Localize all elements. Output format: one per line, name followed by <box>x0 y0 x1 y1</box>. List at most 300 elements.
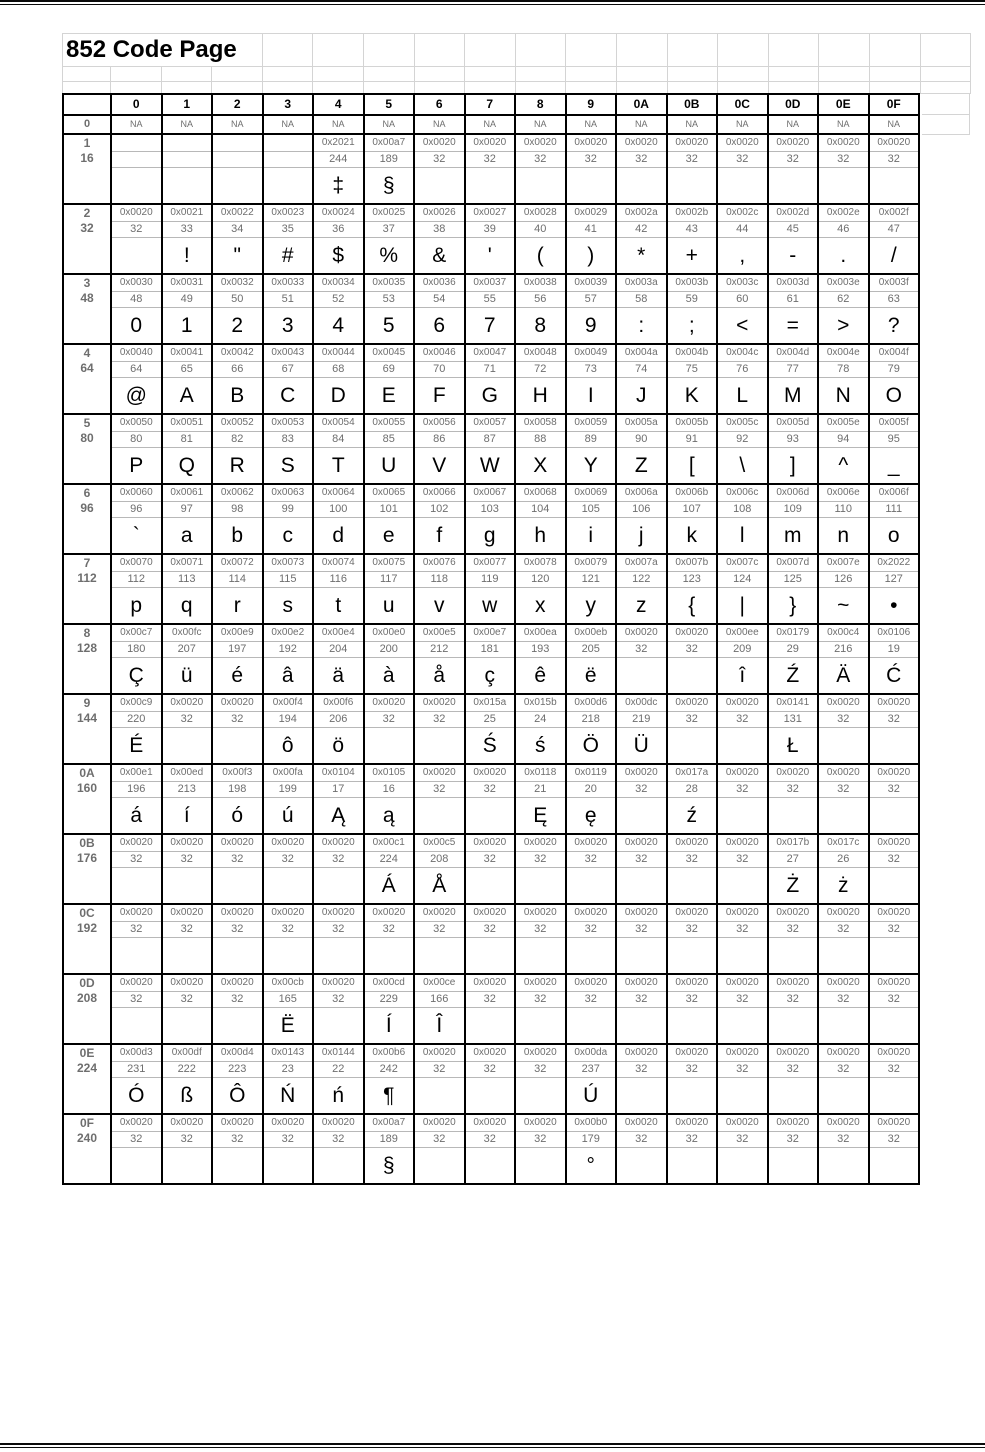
cell-hex[interactable]: 0x0020 <box>616 624 667 642</box>
cell-char[interactable] <box>313 868 364 905</box>
cell-dec[interactable]: 200 <box>364 642 415 658</box>
cell-char[interactable]: _ <box>869 448 920 485</box>
cell-hex[interactable]: 0x00c5 <box>414 834 465 852</box>
cell-char[interactable] <box>465 798 516 835</box>
cell-dec[interactable]: 121 <box>566 572 617 588</box>
cell-char[interactable]: ü <box>162 658 213 695</box>
cell-dec[interactable]: 35 <box>263 222 314 238</box>
cell-char[interactable] <box>162 1008 213 1045</box>
cell-dec[interactable]: 32 <box>515 1132 566 1148</box>
cell-char[interactable]: h <box>515 518 566 555</box>
cell-hex[interactable]: 0x0037 <box>465 274 516 292</box>
cell-dec[interactable]: 32 <box>667 852 718 868</box>
cell-hex[interactable]: 0x0036 <box>414 274 465 292</box>
cell-char[interactable]: ! <box>162 238 213 275</box>
cell-hex[interactable]: 0x0020 <box>111 834 162 852</box>
cell-char[interactable]: 9 <box>566 308 617 345</box>
cell-char[interactable]: Ô <box>212 1078 263 1115</box>
cell-char[interactable]: ą <box>364 798 415 835</box>
cell-hex[interactable]: 0x0020 <box>162 1114 213 1132</box>
cell-hex[interactable]: 0x0020 <box>515 1044 566 1062</box>
cell-dec[interactable]: 58 <box>616 292 667 308</box>
column-header[interactable]: 0 <box>111 94 162 115</box>
cell-hex[interactable]: 0x0020 <box>212 1114 263 1132</box>
cell-char[interactable]: C <box>263 378 314 415</box>
cell-char[interactable] <box>465 168 516 205</box>
cell-char[interactable] <box>414 798 465 835</box>
cell-char[interactable] <box>566 868 617 905</box>
cell-char[interactable] <box>212 1148 263 1185</box>
cell-char[interactable]: í <box>162 798 213 835</box>
cell-dec[interactable]: 38 <box>414 222 465 238</box>
cell-hex[interactable]: 0x00c1 <box>364 834 415 852</box>
cell-char[interactable]: Ż <box>768 868 819 905</box>
cell-char[interactable]: ê <box>515 658 566 695</box>
cell-hex[interactable]: 0x00d3 <box>111 1044 162 1062</box>
cell-dec[interactable]: 32 <box>515 922 566 938</box>
cell-dec[interactable]: 180 <box>111 642 162 658</box>
row-header[interactable] <box>63 764 111 834</box>
cell-hex[interactable]: 0x002c <box>717 204 768 222</box>
cell-char[interactable] <box>616 1078 667 1115</box>
cell-dec[interactable]: 120 <box>515 572 566 588</box>
cell-char[interactable] <box>414 728 465 765</box>
cell-hex[interactable]: 0x003f <box>869 274 920 292</box>
cell-char[interactable]: $ <box>313 238 364 275</box>
column-header[interactable]: 5 <box>364 94 415 115</box>
cell-hex[interactable]: 0x0020 <box>616 764 667 782</box>
cell-hex[interactable]: 0x00f4 <box>263 694 314 712</box>
cell-char[interactable] <box>869 1008 920 1045</box>
cell-dec[interactable]: 91 <box>667 432 718 448</box>
cell-hex[interactable]: 0x0047 <box>465 344 516 362</box>
cell-char[interactable]: Ç <box>111 658 162 695</box>
cell-hex[interactable]: 0x0021 <box>162 204 213 222</box>
cell-char[interactable]: Q <box>162 448 213 485</box>
cell-hex[interactable]: 0x004e <box>818 344 869 362</box>
cell-char[interactable]: P <box>111 448 162 485</box>
cell-char[interactable]: 8 <box>515 308 566 345</box>
cell-char[interactable] <box>616 1008 667 1045</box>
cell-char[interactable]: d <box>313 518 364 555</box>
cell-hex[interactable]: 0x003e <box>818 274 869 292</box>
cell-dec[interactable] <box>162 152 213 168</box>
cell-char[interactable] <box>717 868 768 905</box>
cell-dec[interactable]: 32 <box>818 992 869 1008</box>
cell-char[interactable] <box>768 938 819 975</box>
cell-hex[interactable]: 0x2022 <box>869 554 920 572</box>
cell-hex[interactable]: 0x0020 <box>162 834 213 852</box>
cell-na[interactable]: NA <box>717 115 768 134</box>
cell-char[interactable]: , <box>717 238 768 275</box>
cell-hex[interactable]: 0x0020 <box>818 134 869 152</box>
cell-char[interactable] <box>768 798 819 835</box>
cell-char[interactable] <box>667 938 718 975</box>
row-header[interactable] <box>63 204 111 274</box>
cell-hex[interactable]: 0x0020 <box>313 834 364 852</box>
cell-dec[interactable]: 32 <box>414 782 465 798</box>
cell-char[interactable] <box>414 1148 465 1185</box>
cell-char[interactable]: : <box>616 308 667 345</box>
cell-dec[interactable]: 99 <box>263 502 314 518</box>
cell-dec[interactable]: 32 <box>667 1062 718 1078</box>
cell-char[interactable] <box>263 1148 314 1185</box>
cell-dec[interactable]: 189 <box>364 1132 415 1148</box>
cell-char[interactable]: L <box>717 378 768 415</box>
cell-dec[interactable]: 32 <box>667 712 718 728</box>
cell-char[interactable]: t <box>313 588 364 625</box>
cell-char[interactable] <box>667 1008 718 1045</box>
cell-dec[interactable]: 79 <box>869 362 920 378</box>
cell-char[interactable]: R <box>212 448 263 485</box>
cell-hex[interactable]: 0x0105 <box>364 764 415 782</box>
cell-hex[interactable] <box>111 134 162 152</box>
cell-dec[interactable]: 96 <box>111 502 162 518</box>
cell-dec[interactable]: 204 <box>313 642 364 658</box>
cell-dec[interactable]: 32 <box>566 922 617 938</box>
cell-dec[interactable]: 32 <box>111 852 162 868</box>
cell-char[interactable]: ż <box>818 868 869 905</box>
cell-dec[interactable]: 20 <box>566 782 617 798</box>
cell-hex[interactable]: 0x007d <box>768 554 819 572</box>
column-header[interactable]: 9 <box>566 94 617 115</box>
cell-char[interactable]: + <box>667 238 718 275</box>
cell-dec[interactable]: 32 <box>768 1132 819 1148</box>
cell-char[interactable] <box>869 1078 920 1115</box>
cell-hex[interactable]: 0x0106 <box>869 624 920 642</box>
cell-dec[interactable]: 123 <box>667 572 718 588</box>
cell-dec[interactable]: 93 <box>768 432 819 448</box>
cell-dec[interactable]: 57 <box>566 292 617 308</box>
cell-char[interactable] <box>313 1008 364 1045</box>
cell-hex[interactable]: 0x003a <box>616 274 667 292</box>
cell-hex[interactable]: 0x0020 <box>515 974 566 992</box>
cell-hex[interactable]: 0x0020 <box>717 1044 768 1062</box>
cell-char[interactable] <box>414 938 465 975</box>
cell-hex[interactable]: 0x0052 <box>212 414 263 432</box>
cell-hex[interactable]: 0x0020 <box>818 1044 869 1062</box>
row-header[interactable] <box>63 974 111 1044</box>
cell-hex[interactable]: 0x0020 <box>869 1114 920 1132</box>
cell-dec[interactable]: 32 <box>162 852 213 868</box>
cell-dec[interactable]: 32 <box>414 1132 465 1148</box>
cell-dec[interactable]: 61 <box>768 292 819 308</box>
cell-dec[interactable]: 205 <box>566 642 617 658</box>
cell-hex[interactable]: 0x0027 <box>465 204 516 222</box>
cell-hex[interactable]: 0x0020 <box>667 834 718 852</box>
cell-dec[interactable]: 114 <box>212 572 263 588</box>
cell-char[interactable]: Ë <box>263 1008 314 1045</box>
cell-hex[interactable]: 0x0020 <box>616 904 667 922</box>
cell-dec[interactable]: 104 <box>515 502 566 518</box>
cell-char[interactable] <box>869 938 920 975</box>
cell-char[interactable] <box>818 938 869 975</box>
cell-dec[interactable]: 109 <box>768 502 819 518</box>
cell-dec[interactable]: 68 <box>313 362 364 378</box>
cell-dec[interactable]: 32 <box>667 992 718 1008</box>
cell-char[interactable]: ß <box>162 1078 213 1115</box>
cell-dec[interactable]: 113 <box>162 572 213 588</box>
cell-hex[interactable]: 0x002a <box>616 204 667 222</box>
cell-char[interactable]: J <box>616 378 667 415</box>
cell-hex[interactable]: 0x00ee <box>717 624 768 642</box>
cell-hex[interactable]: 0x00a7 <box>364 134 415 152</box>
cell-hex[interactable]: 0x0143 <box>263 1044 314 1062</box>
cell-dec[interactable]: 32 <box>566 992 617 1008</box>
cell-dec[interactable]: 220 <box>111 712 162 728</box>
cell-char[interactable]: ç <box>465 658 516 695</box>
cell-char[interactable]: ] <box>768 448 819 485</box>
column-header[interactable]: 0F <box>869 94 920 115</box>
cell-char[interactable]: y <box>566 588 617 625</box>
cell-char[interactable]: ä <box>313 658 364 695</box>
cell-hex[interactable]: 0x004a <box>616 344 667 362</box>
cell-dec[interactable]: 103 <box>465 502 516 518</box>
cell-hex[interactable]: 0x006d <box>768 484 819 502</box>
cell-hex[interactable]: 0x0144 <box>313 1044 364 1062</box>
cell-hex[interactable]: 0x0070 <box>111 554 162 572</box>
cell-char[interactable] <box>818 1078 869 1115</box>
cell-dec[interactable]: 97 <box>162 502 213 518</box>
cell-hex[interactable]: 0x00b6 <box>364 1044 415 1062</box>
cell-char[interactable] <box>869 868 920 905</box>
cell-char[interactable]: ś <box>515 728 566 765</box>
cell-char[interactable]: ó <box>212 798 263 835</box>
cell-char[interactable] <box>616 798 667 835</box>
cell-hex[interactable]: 0x0020 <box>313 1114 364 1132</box>
cell-dec[interactable]: 199 <box>263 782 314 798</box>
cell-dec[interactable]: 196 <box>111 782 162 798</box>
cell-dec[interactable]: 32 <box>162 1132 213 1148</box>
cell-dec[interactable]: 122 <box>616 572 667 588</box>
cell-char[interactable]: U <box>364 448 415 485</box>
cell-hex[interactable]: 0x007c <box>717 554 768 572</box>
cell-hex[interactable]: 0x0049 <box>566 344 617 362</box>
cell-hex[interactable]: 0x0020 <box>465 974 516 992</box>
row-header[interactable] <box>63 834 111 904</box>
cell-char[interactable]: K <box>667 378 718 415</box>
cell-hex[interactable]: 0x004d <box>768 344 819 362</box>
cell-dec[interactable]: 66 <box>212 362 263 378</box>
cell-char[interactable]: I <box>566 378 617 415</box>
cell-dec[interactable]: 32 <box>869 782 920 798</box>
cell-dec[interactable]: 26 <box>818 852 869 868</box>
cell-char[interactable]: p <box>111 588 162 625</box>
cell-char[interactable] <box>212 1008 263 1045</box>
cell-dec[interactable]: 32 <box>717 152 768 168</box>
cell-hex[interactable]: 0x0033 <box>263 274 314 292</box>
column-header[interactable]: 0E <box>818 94 869 115</box>
row-header[interactable] <box>63 274 111 344</box>
cell-char[interactable]: V <box>414 448 465 485</box>
cell-hex[interactable]: 0x0020 <box>616 1044 667 1062</box>
cell-hex[interactable]: 0x0020 <box>313 904 364 922</box>
cell-hex[interactable]: 0x0020 <box>566 134 617 152</box>
cell-dec[interactable]: 100 <box>313 502 364 518</box>
cell-char[interactable] <box>313 938 364 975</box>
cell-hex[interactable]: 0x00fa <box>263 764 314 782</box>
cell-char[interactable]: H <box>515 378 566 415</box>
cell-char[interactable] <box>212 868 263 905</box>
cell-dec[interactable]: 32 <box>717 992 768 1008</box>
cell-hex[interactable]: 0x0020 <box>768 134 819 152</box>
cell-dec[interactable]: 32 <box>465 852 516 868</box>
cell-dec[interactable]: 32 <box>768 992 819 1008</box>
cell-hex[interactable]: 0x0026 <box>414 204 465 222</box>
cell-hex[interactable]: 0x0020 <box>616 1114 667 1132</box>
cell-char[interactable]: / <box>869 238 920 275</box>
cell-hex[interactable]: 0x0020 <box>162 694 213 712</box>
cell-dec[interactable]: 32 <box>717 922 768 938</box>
cell-dec[interactable]: 32 <box>515 992 566 1008</box>
cell-char[interactable] <box>818 168 869 205</box>
cell-char[interactable]: k <box>667 518 718 555</box>
cell-char[interactable]: ? <box>869 308 920 345</box>
cell-dec[interactable]: 32 <box>263 852 314 868</box>
cell-dec[interactable]: 32 <box>414 922 465 938</box>
cell-dec[interactable]: 82 <box>212 432 263 448</box>
cell-char[interactable] <box>465 1148 516 1185</box>
row-header[interactable] <box>63 904 111 974</box>
cell-char[interactable]: Ł <box>768 728 819 765</box>
cell-dec[interactable]: 32 <box>313 1132 364 1148</box>
cell-dec[interactable]: 32 <box>364 922 415 938</box>
cell-char[interactable] <box>111 238 162 275</box>
cell-hex[interactable]: 0x0020 <box>465 1114 516 1132</box>
cell-dec[interactable]: 32 <box>313 852 364 868</box>
cell-dec[interactable]: 32 <box>616 1132 667 1148</box>
cell-dec[interactable]: 67 <box>263 362 314 378</box>
cell-hex[interactable]: 0x006c <box>717 484 768 502</box>
cell-dec[interactable]: 32 <box>717 782 768 798</box>
cell-hex[interactable]: 0x002f <box>869 204 920 222</box>
cell-na[interactable]: NA <box>869 115 920 134</box>
cell-dec[interactable]: 207 <box>162 642 213 658</box>
cell-dec[interactable]: 32 <box>717 1132 768 1148</box>
cell-dec[interactable]: 32 <box>616 992 667 1008</box>
cell-dec[interactable]: 229 <box>364 992 415 1008</box>
cell-dec[interactable]: 46 <box>818 222 869 238</box>
cell-hex[interactable]: 0x0020 <box>818 764 869 782</box>
cell-char[interactable]: Z <box>616 448 667 485</box>
cell-hex[interactable]: 0x0020 <box>465 834 516 852</box>
cell-char[interactable]: é <box>212 658 263 695</box>
cell-char[interactable]: 2 <box>212 308 263 345</box>
cell-dec[interactable]: 32 <box>111 222 162 238</box>
cell-char[interactable]: B <box>212 378 263 415</box>
column-header[interactable]: 4 <box>313 94 364 115</box>
cell-na[interactable]: NA <box>616 115 667 134</box>
cell-dec[interactable]: 37 <box>364 222 415 238</box>
cell-dec[interactable]: 32 <box>263 1132 314 1148</box>
cell-dec[interactable]: 32 <box>717 1062 768 1078</box>
cell-hex[interactable]: 0x0020 <box>263 834 314 852</box>
cell-dec[interactable]: 32 <box>869 1132 920 1148</box>
cell-hex[interactable]: 0x0020 <box>111 974 162 992</box>
cell-hex[interactable]: 0x0034 <box>313 274 364 292</box>
cell-hex[interactable]: 0x0020 <box>212 834 263 852</box>
cell-char[interactable]: X <box>515 448 566 485</box>
cell-na[interactable]: NA <box>667 115 718 134</box>
cell-dec[interactable]: 166 <box>414 992 465 1008</box>
cell-hex[interactable]: 0x0051 <box>162 414 213 432</box>
cell-hex[interactable]: 0x004c <box>717 344 768 362</box>
cell-char[interactable]: a <box>162 518 213 555</box>
cell-dec[interactable]: 74 <box>616 362 667 378</box>
cell-hex[interactable]: 0x0020 <box>869 134 920 152</box>
cell-char[interactable] <box>515 938 566 975</box>
cell-hex[interactable]: 0x003c <box>717 274 768 292</box>
cell-hex[interactable]: 0x0020 <box>667 134 718 152</box>
cell-char[interactable]: O <box>869 378 920 415</box>
cell-hex[interactable]: 0x0104 <box>313 764 364 782</box>
cell-hex[interactable]: 0x017a <box>667 764 718 782</box>
cell-char[interactable]: o <box>869 518 920 555</box>
cell-dec[interactable]: 76 <box>717 362 768 378</box>
column-header[interactable]: 0A <box>616 94 667 115</box>
cell-hex[interactable]: 0x0020 <box>263 1114 314 1132</box>
cell-hex[interactable]: 0x0075 <box>364 554 415 572</box>
cell-na[interactable]: NA <box>515 115 566 134</box>
cell-dec[interactable]: 126 <box>818 572 869 588</box>
cell-hex[interactable]: 0x005d <box>768 414 819 432</box>
cell-char[interactable]: ( <box>515 238 566 275</box>
cell-char[interactable] <box>667 1148 718 1185</box>
cell-hex[interactable]: 0x0020 <box>818 974 869 992</box>
cell-hex[interactable]: 0x0020 <box>465 764 516 782</box>
cell-char[interactable]: ‡ <box>313 168 364 205</box>
cell-dec[interactable]: 237 <box>566 1062 617 1078</box>
cell-char[interactable]: z <box>616 588 667 625</box>
cell-dec[interactable]: 32 <box>616 1062 667 1078</box>
cell-char[interactable]: " <box>212 238 263 275</box>
cell-char[interactable] <box>162 168 213 205</box>
cell-dec[interactable]: 117 <box>364 572 415 588</box>
cell-dec[interactable]: 32 <box>818 1132 869 1148</box>
cell-char[interactable]: ' <box>465 238 516 275</box>
cell-hex[interactable]: 0x0020 <box>869 1044 920 1062</box>
cell-hex[interactable]: 0x005a <box>616 414 667 432</box>
cell-char[interactable] <box>717 798 768 835</box>
cell-hex[interactable]: 0x00e7 <box>465 624 516 642</box>
cell-hex[interactable]: 0x0031 <box>162 274 213 292</box>
cell-char[interactable]: b <box>212 518 263 555</box>
corner-cell[interactable] <box>63 94 111 115</box>
cell-hex[interactable]: 0x0119 <box>566 764 617 782</box>
cell-hex[interactable]: 0x0179 <box>768 624 819 642</box>
cell-char[interactable]: x <box>515 588 566 625</box>
column-header[interactable]: 7 <box>465 94 516 115</box>
cell-dec[interactable]: 84 <box>313 432 364 448</box>
cell-hex[interactable]: 0x0076 <box>414 554 465 572</box>
cell-hex[interactable]: 0x0038 <box>515 274 566 292</box>
column-header[interactable]: 6 <box>414 94 465 115</box>
cell-char[interactable] <box>263 938 314 975</box>
cell-dec[interactable]: 23 <box>263 1062 314 1078</box>
cell-hex[interactable]: 0x0046 <box>414 344 465 362</box>
cell-char[interactable]: [ <box>667 448 718 485</box>
cell-dec[interactable]: 53 <box>364 292 415 308</box>
cell-dec[interactable]: 63 <box>869 292 920 308</box>
cell-dec[interactable]: 89 <box>566 432 617 448</box>
cell-dec[interactable]: 32 <box>111 992 162 1008</box>
cell-hex[interactable]: 0x0068 <box>515 484 566 502</box>
cell-char[interactable] <box>818 1008 869 1045</box>
cell-hex[interactable]: 0x00da <box>566 1044 617 1062</box>
cell-dec[interactable]: 32 <box>869 712 920 728</box>
cell-hex[interactable]: 0x0020 <box>717 134 768 152</box>
cell-char[interactable]: Í <box>364 1008 415 1045</box>
